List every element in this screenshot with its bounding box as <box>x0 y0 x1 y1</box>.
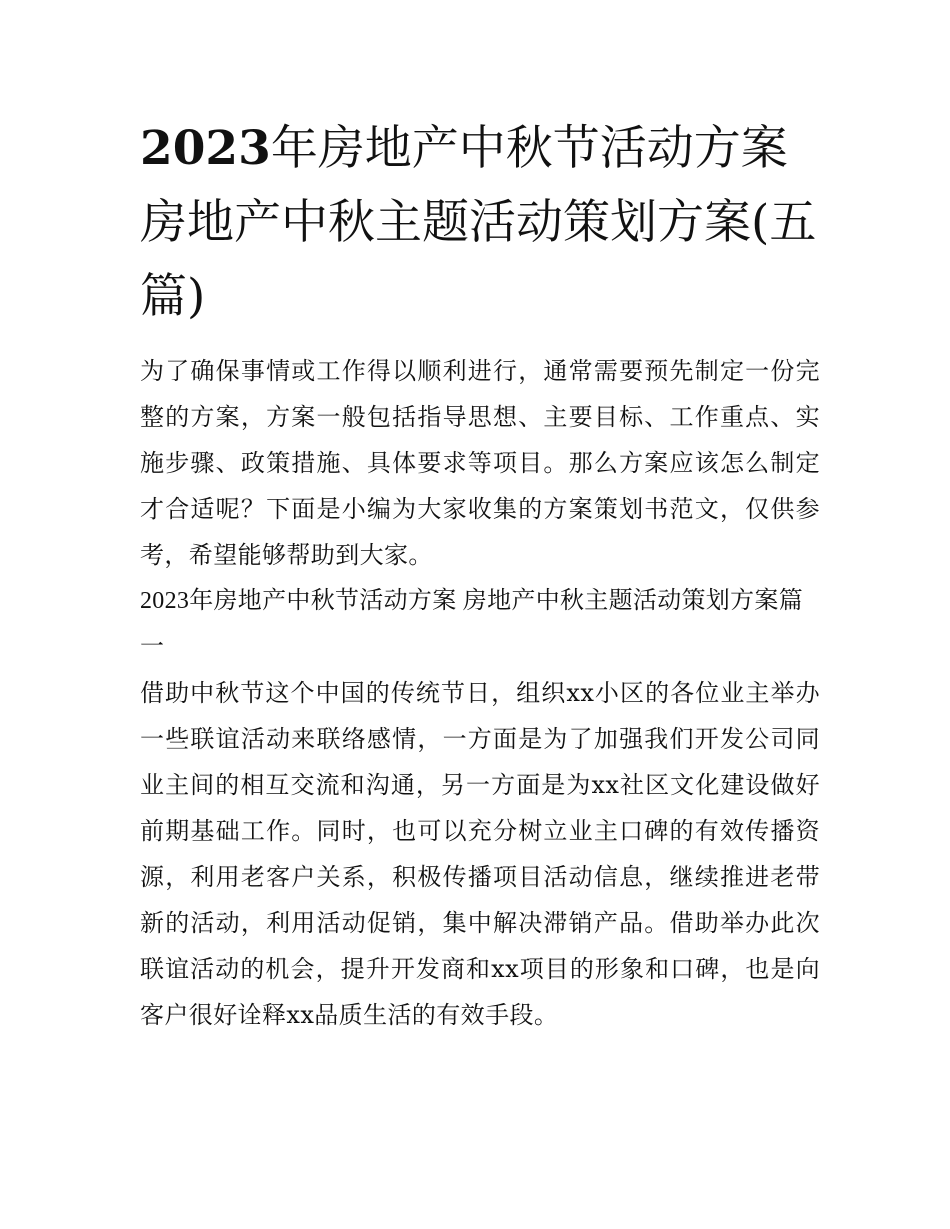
title-year: 2023 <box>140 121 271 176</box>
document-content <box>140 112 820 1038</box>
body-paragraph: 借助中秋节这个中国的传统节日，组织xx小区的各位业主举办一些联谊活动来联络感情，一方面是为了加强我们开发公司同业主间的相互交流和沟通，另一方面是为xx社区文化建设做好前期基础工作。同时，也可以充分树立业主口碑的有效传播资源，利用老客户关系，积极传播项目活动信息，继续推进老带新的活动，利用活动促销，集中解决滞销产品。借助举办此次联谊活动的机会，提升开发商和xx项目的形象和口碑，也是向客户很好诠释xx品质生活的有效手段。 <box>140 679 820 1029</box>
section-heading: 2023年房地产中秋节活动方案 房地产中秋主题活动策划方案篇一 <box>140 588 803 660</box>
title-text: 年房地产中秋节活动方案房地产中秋主题活动策划方案(五篇) <box>140 121 817 324</box>
document-title <box>140 112 820 334</box>
intro-paragraph: 为了确保事情或工作得以顺利进行，通常需要预先制定一份完整的方案，方案一般包括指导思想、主要目标、工作重点、实施步骤、政策措施、具体要求等项目。那么方案应该怎么制定才合适呢？下面是小编为大家收集的方案策划书范文，仅供参考，希望能够帮助到大家。 <box>140 357 820 569</box>
